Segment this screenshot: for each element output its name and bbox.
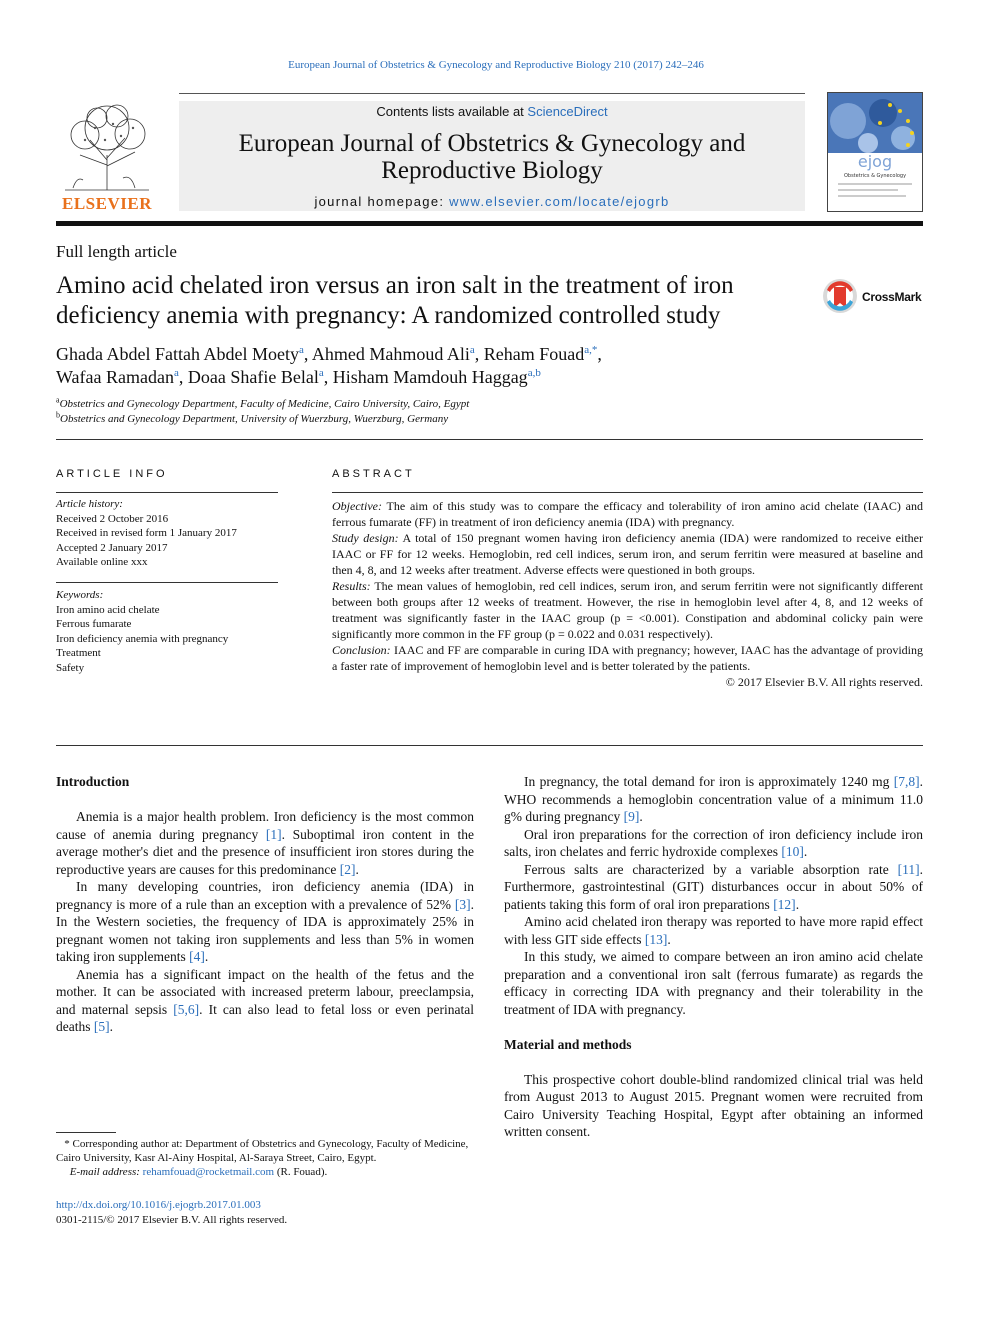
homepage-prefix: journal homepage: <box>314 194 450 209</box>
contents-prefix: Contents lists available at <box>376 104 528 119</box>
paragraph-text: . It can also lead to fetal loss or even perinatal deaths <box>56 1001 474 1034</box>
author-affiliation-marker[interactable]: a,* <box>584 344 598 356</box>
issn-line: 0301-2115/© 2017 Elsevier B.V. All rights reserved. <box>56 1213 288 1226</box>
abstract-objective <box>332 498 923 530</box>
author-name[interactable]: Hisham Mamdouh Haggag <box>332 367 528 387</box>
footnote-marker: * <box>64 1138 70 1150</box>
homepage-line <box>179 194 805 209</box>
reference-link[interactable]: [1] <box>265 826 282 842</box>
abstract-conclusion <box>332 642 923 674</box>
author-separator: , <box>474 344 484 364</box>
article-type: Full length article <box>56 242 177 261</box>
affiliation-marker: a <box>56 395 60 405</box>
header-thick-rule <box>56 221 923 226</box>
email-label: E-mail address: <box>69 1166 140 1178</box>
abstract-rule <box>332 492 923 493</box>
right-paragraphs <box>504 773 923 1018</box>
affiliation-a <box>56 397 856 412</box>
paragraph-text: . Furthermore, gastrointestinal (GIT) disturbances occur in about 50% of patients taking this form of oral iron preparations <box>504 861 923 912</box>
affiliation-b <box>56 412 856 427</box>
body-paragraph <box>56 966 474 1036</box>
keyword-item: Treatment <box>56 647 101 659</box>
affiliation-marker: b <box>56 410 60 420</box>
abstract-text: The mean values of hemoglobin, red cell indices, serum iron, and serum ferritin were not significantly different between both groups after 12 weeks of treatment. However, the rise in hemoglobin level after 4, 8, and 12 weeks of treatment was significantly faster in the IAAC group (p = <0.001). Constipation and abdominal colicky pain were significantly more common in the FF group (p = 0.022 and 0.031 respectively). <box>332 579 923 641</box>
elsevier-logo <box>55 100 159 214</box>
footnote-text: Corresponding author at: Department of Obstetrics and Gynecology, Faculty of Medicine, Cairo University, Kasr Al-Ainy Hospital, Al-Saraya Street, Cairo, Egypt. <box>56 1138 469 1164</box>
svg-text:ejog: ejog <box>857 152 893 171</box>
abstract-results <box>332 578 923 642</box>
paragraph-text: . <box>803 844 808 859</box>
article-info-rule <box>56 492 278 493</box>
paragraph-text: . In the Western societies, the frequency of IDA is approximately 25% in pregnant women not taking iron supplements and less than 5% in women taking iron supplements <box>56 896 474 964</box>
abstract-label: Study design: <box>332 531 399 545</box>
methods-paragraph: This prospective cohort double-blind randomized clinical trial was held from August 2013 to August 2015. Pregnant women were recruited from Cairo University Teaching Hospital, Egypt after obtaining an informed written consent. <box>504 1071 923 1139</box>
author-affiliation-marker[interactable]: a <box>318 367 324 379</box>
email-suffix: (R. Fouad). <box>274 1166 328 1178</box>
abstract-study-design <box>332 530 923 578</box>
body-paragraph <box>504 773 923 826</box>
header-rule <box>179 93 805 94</box>
author-name[interactable]: Wafaa Ramadan <box>56 367 174 387</box>
journal-title-line2: Reproductive Biology <box>381 157 603 184</box>
footnote-rule <box>56 1132 116 1133</box>
author-name[interactable]: Ghada Abdel Fattah Abdel Moety <box>56 344 299 364</box>
journal-title-line1: European Journal of Obstetrics & Gynecology and <box>238 130 746 157</box>
article-title: Amino acid chelated iron versus an iron salt in the treatment of iron deficiency anemia with pregnancy: A randomized controlled study <box>56 272 734 329</box>
affiliation-text: Obstetrics and Gynecology Department, Faculty of Medicine, Cairo University, Cairo, Egypt <box>59 398 470 410</box>
abstract-label: Conclusion: <box>332 643 391 657</box>
reference-link[interactable]: [3] <box>454 896 471 912</box>
keyword-item: Iron deficiency anemia with pregnancy <box>56 632 229 645</box>
reference-link[interactable]: [2] <box>339 861 356 877</box>
body-paragraph <box>504 826 923 861</box>
paragraph-text: . <box>639 809 643 824</box>
paragraph-text: In many developing countries, iron deficiency anemia (IDA) in pregnancy is more of a rule than an exception with a prevalence of 52% <box>56 879 474 912</box>
doi-block <box>56 1198 474 1227</box>
author-affiliation-marker[interactable]: a <box>469 344 475 356</box>
history-item: Available online xxx <box>56 556 148 568</box>
keyword-item: Safety <box>56 661 85 674</box>
reference-link[interactable]: [7,8] <box>893 774 920 789</box>
journal-cover-image[interactable] <box>827 92 923 212</box>
author-affiliation-marker[interactable]: a <box>298 344 304 356</box>
author-separator: , <box>323 367 333 387</box>
sciencedirect-link[interactable]: ScienceDirect <box>527 104 608 119</box>
body-column-right <box>504 773 923 1141</box>
reference-link[interactable]: [5] <box>93 1019 110 1034</box>
affiliations-rule <box>56 439 923 440</box>
paragraph-text: In this study, we aimed to compare between an iron amino acid chelate preparation and a conventional iron salt (ferrous fumarate) as regards the efficacy in correcting IDA with pregnancy and their tolerability in the treatment of IDA with pregnancy. <box>504 949 923 1017</box>
keywords-rule <box>56 582 278 583</box>
paragraph-text: . Suboptimal iron content in the average mother's diet and the presence of insufficient iron stores during the reproductive years are causes for this predominance <box>56 826 474 877</box>
introduction-heading: Introduction <box>56 774 130 789</box>
author-affiliation-marker[interactable]: a,b <box>527 367 541 379</box>
abstract-text: The aim of this study was to compare the efficacy and tolerability of iron amino acid chelate (IAAC) and ferrous fumarate (FF) in treatment of iron deficiency anemia (IDA) with pregnancy. <box>332 499 923 529</box>
crossmark-label: CrossMark <box>862 290 922 304</box>
keyword-item: Iron amino acid chelate <box>56 603 160 616</box>
methods-heading: Material and methods <box>504 1036 632 1052</box>
elsevier-tree-icon <box>55 100 159 192</box>
reference-link[interactable]: [5,6] <box>173 1001 200 1017</box>
cover-title: Obstetrics & Gynecology <box>843 173 907 179</box>
paragraph-text: . <box>109 1019 113 1034</box>
paragraph-text: Amino acid chelated iron therapy was reported to have more rapid effect with less GIT side effects <box>504 914 923 947</box>
contents-line <box>179 104 805 119</box>
abstract-text: A total of 150 pregnant women having iron deficiency anemia (IDA) were randomized to receive either IAAC or FF for 12 weeks. Hemoglobin, red cell indices, serum iron, and serum ferritin were measured at baseline and then 4, 8, and 12 weeks after treatment. Adverse effects were questioned in both groups. <box>332 531 923 577</box>
journal-citation[interactable]: European Journal of Obstetrics & Gynecology and Reproductive Biology 210 (2017) 242–246 <box>288 59 704 71</box>
keywords-label: Keywords: <box>56 589 104 601</box>
corresponding-author-footnote <box>56 1137 474 1179</box>
affiliations <box>56 397 856 427</box>
paragraph-text: Ferrous salts are characterized by a variable absorption rate <box>524 861 898 877</box>
body-rule <box>56 745 923 746</box>
paragraph-text: . <box>355 861 359 877</box>
paragraph-text: . WHO recommends a hemoglobin concentration value of a minimum 11.0 g% during pregnancy <box>504 774 923 824</box>
history-item: Accepted 2 January 2017 <box>56 541 168 554</box>
reference-link[interactable]: [13] <box>644 931 668 947</box>
paragraph-text: Anemia is a major health problem. Iron deficiency is the most common cause of anemia during pregnancy <box>56 809 474 842</box>
author-separator: , <box>303 344 312 364</box>
publisher-logo-text: ELSEVIER <box>62 194 152 213</box>
abstract-copyright: © 2017 Elsevier B.V. All rights reserved. <box>725 675 923 689</box>
paragraph-text: . <box>795 896 800 912</box>
paragraph-text: . <box>667 931 671 947</box>
history-item: Received 2 October 2016 <box>56 512 169 525</box>
abstract-heading: ABSTRACT <box>332 468 415 480</box>
paragraph-text: Oral iron preparations for the correction of iron deficiency include iron salts, iron chelates and ferric hydroxide complexes <box>504 826 923 859</box>
author-separator: , <box>178 367 188 387</box>
affiliation-text: Obstetrics and Gynecology Department, University of Wuerzburg, Wuerzburg, Germany <box>60 413 449 425</box>
body-paragraph <box>504 861 923 914</box>
reference-link[interactable]: [10] <box>781 844 804 859</box>
reference-link[interactable]: [12] <box>773 896 796 912</box>
doi-link[interactable]: http://dx.doi.org/10.1016/j.ejogrb.2017.01.003 <box>56 1199 261 1211</box>
paragraph-text: In pregnancy, the total demand for iron is approximately 1240 mg <box>524 774 894 789</box>
body-paragraph <box>504 948 923 1018</box>
reference-link[interactable]: [4] <box>189 949 205 964</box>
homepage-link[interactable]: www.elsevier.com/locate/ejogrb <box>449 194 670 209</box>
keywords <box>56 588 278 675</box>
paragraph-text: Anemia has a significant impact on the health of the fetus and the mother. It can be associated with increased preterm labour, preeclampsia, and maternal sepsis <box>56 966 474 1017</box>
cover-art-icon <box>828 93 922 211</box>
footnote-email <box>56 1165 474 1179</box>
body-paragraph <box>56 878 474 966</box>
paragraph-text: . <box>204 949 209 964</box>
abstract-label: Objective: <box>332 499 382 513</box>
crossmark-badge[interactable] <box>822 278 926 318</box>
history-item: Received in revised form 1 January 2017 <box>56 527 237 539</box>
abstract-label: Results: <box>332 579 371 593</box>
author-list <box>56 343 856 389</box>
footnote-address <box>56 1137 474 1165</box>
crossmark-icon <box>822 278 858 314</box>
email-link[interactable]: rehamfouad@rocketmail.com <box>142 1166 275 1178</box>
author-affiliation-marker[interactable]: a <box>173 367 179 379</box>
author-name[interactable]: Ahmed Mahmoud Ali <box>311 344 470 364</box>
journal-title <box>179 130 805 184</box>
body-column-left <box>56 773 474 1036</box>
keyword-item: Ferrous fumarate <box>56 618 132 630</box>
reference-link[interactable]: [11] <box>897 861 920 877</box>
author-separator: , <box>597 344 602 364</box>
body-paragraph <box>56 808 474 878</box>
reference-link[interactable]: [9] <box>623 809 640 824</box>
article-history <box>56 497 278 570</box>
abstract-text: IAAC and FF are comparable in curing IDA with pregnancy; however, IAAC has the advantage of providing a faster rate of improvement of hemoglobin level and is better tolerated by the patients. <box>332 643 923 673</box>
history-label: Article history: <box>56 498 123 510</box>
abstract-body <box>332 498 923 690</box>
author-name[interactable]: Doaa Shafie Belal <box>187 367 319 387</box>
left-paragraphs <box>56 808 474 1036</box>
author-name[interactable]: Reham Fouad <box>483 344 585 364</box>
article-info-heading: ARTICLE INFO <box>56 468 168 480</box>
body-paragraph <box>504 913 923 948</box>
